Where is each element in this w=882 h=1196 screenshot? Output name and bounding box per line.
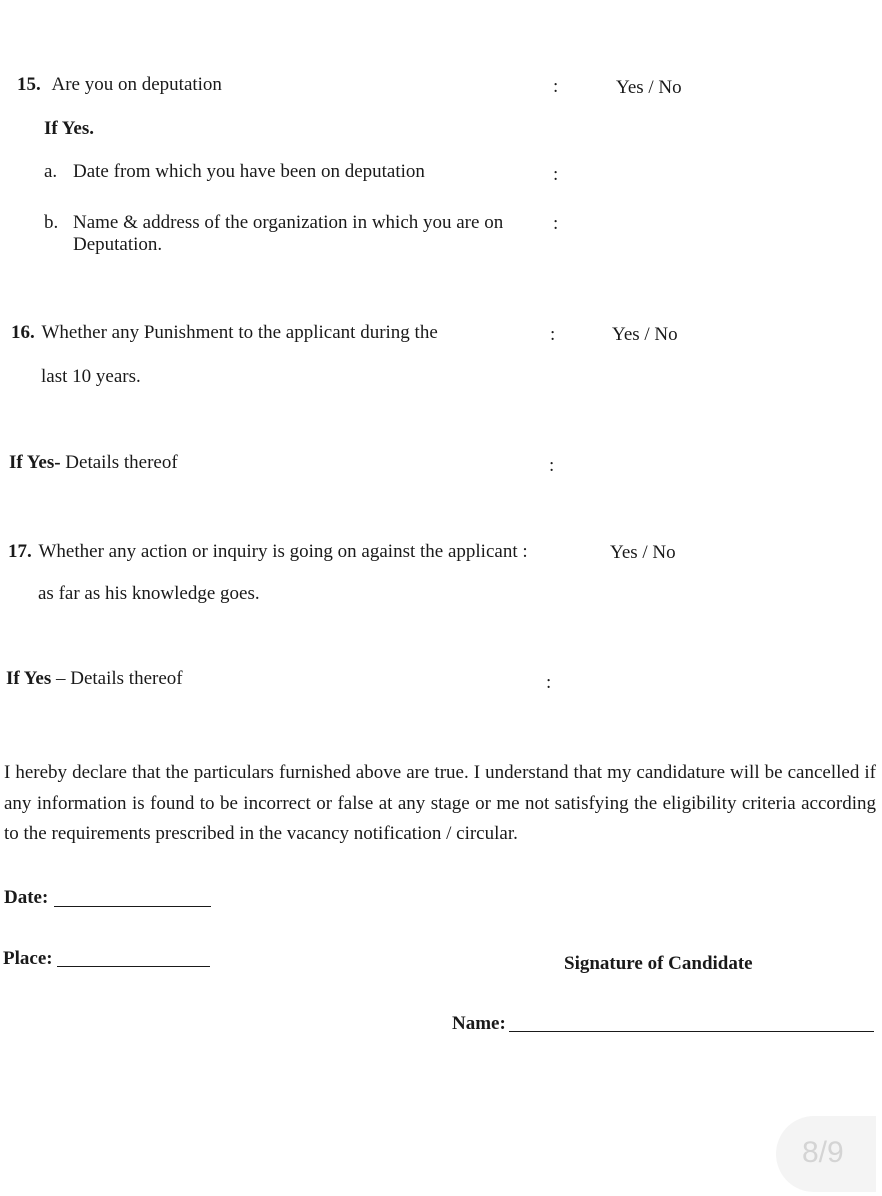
q15-a-marker: a. [44,161,58,182]
q15-b-text-line1: Name & address of the organization in which you are on [73,212,504,233]
place-blank-line[interactable] [57,966,210,967]
q17-details-colon: : [546,672,552,693]
q15-row [17,74,222,96]
date-label: Date: [4,887,49,908]
name-blank-line[interactable] [509,1031,874,1032]
q17-if-yes-label: If Yes [6,668,52,689]
q15-b-text-line2: Deputation. [73,234,163,255]
q17-question-line1: Whether any action or inquiry is going on against the applicant : [38,541,528,562]
q17-details-label: – Details thereof [51,668,183,689]
q17-number: 17. [8,541,32,562]
q16-question-line1: Whether any Punishment to the applicant during the [41,322,438,343]
q15-a-colon: : [553,164,559,185]
q16-question-line2: last 10 years. [41,366,141,387]
q16-details-colon: : [549,455,555,476]
q16-if-yes-label: If Yes- [9,452,61,473]
page-indicator: 8/9 [802,1136,844,1169]
q15-colon: : [553,76,559,97]
name-label: Name: [452,1013,506,1034]
declaration-paragraph: I hereby declare that the particulars furnished above are true. I understand that my candidature will be cancelled if any information is found to be incorrect or false at any stage or me not satisfying the eligibility criteria according to the requirements prescribed in the vacancy notification / circular. [4,762,876,844]
q15-b-marker: b. [44,212,59,233]
q15-if-yes-heading: If Yes. [44,118,94,139]
q16-colon: : [550,324,556,345]
q15-a-text: Date from which you have been on deputation [73,161,425,182]
q15-number: 15. [17,74,41,95]
q15-question: Are you on deputation [51,74,222,95]
place-label: Place: [3,948,53,969]
q16-row [11,322,438,344]
q17-question-line2: as far as his knowledge goes. [38,583,260,604]
q17-row [8,541,528,563]
q16-if-yes-row [9,452,178,474]
q17-yes-no[interactable]: Yes / No [610,542,676,563]
date-blank-line[interactable] [54,906,211,907]
q16-yes-no[interactable]: Yes / No [612,324,678,345]
q17-if-yes-row [6,668,183,690]
q15-b-colon: : [553,213,559,234]
signature-label: Signature of Candidate [564,953,753,974]
q16-number: 16. [11,322,35,343]
q15-yes-no[interactable]: Yes / No [616,77,682,98]
q16-details-label: Details thereof [60,452,178,473]
